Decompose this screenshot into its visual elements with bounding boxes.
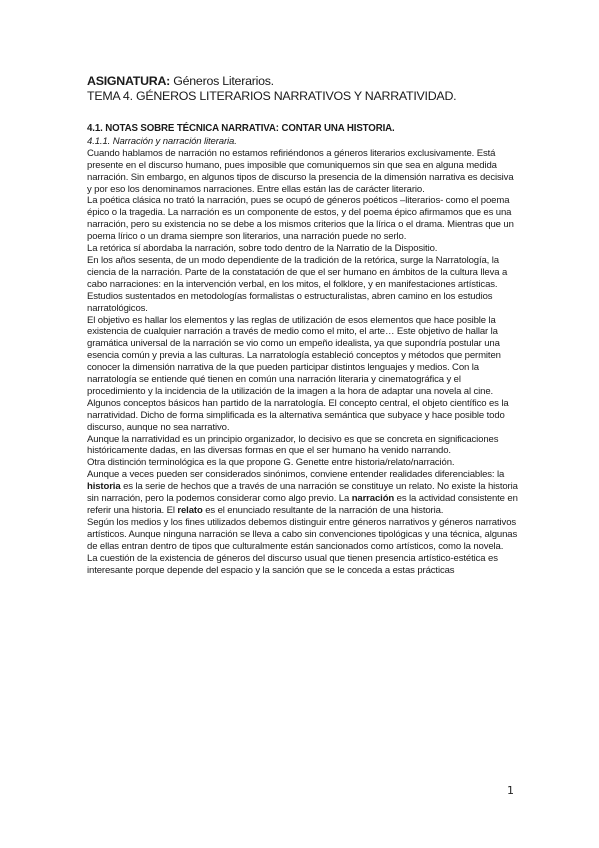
section-title: 4.1. NOTAS SOBRE TÉCNICA NARRATIVA: CONTAR UNA HISTORIA. [87, 123, 395, 134]
subject-value: Géneros Literarios. [170, 74, 274, 88]
term-relato: relato [177, 505, 203, 516]
paragraph: La poética clásica no trató la narración, pues se ocupó de géneros poéticos –literarios- como el poema épico o la tragedia. La narración es un componente de estos, y del poema épico afirmamos que es una narración, pero su existencia no se debe a los mismos criterios que la lírica o el drama. Mientras que un poema lírico o un drama siempre son literarios, una narración puede no serlo. [87, 195, 514, 243]
text-run: Aunque a veces pueden ser considerados sinónimos, conviene entender realidades diferenciables: la [87, 469, 505, 481]
paragraph: Otra distinción terminológica es la que propone G. Genette entre historia/relato/narración. [87, 457, 455, 469]
topic-title: TEMA 4. GÉNEROS LITERARIOS NARRATIVOS Y NARRATIVIDAD. [87, 89, 457, 103]
term-historia: historia [87, 481, 121, 493]
subject-line [87, 74, 527, 89]
term-narracion: narración [351, 493, 395, 505]
paragraph: La retórica sí abordaba la narración, sobre todo dentro de la Narratio de la Dispositio. [87, 243, 438, 255]
paragraph: Según los medios y los fines utilizados debemos distinguir entre géneros narrativos y géneros narrativos artísticos. Aunque ninguna narración se lleva a cabo sin convenciones tipológicas y una técnica, algunas de ellas entran dentro de tipos que culturalmente están sancionados como artísticos, como la novela. [87, 516, 518, 552]
paragraph: El objetivo es hallar los elementos y las reglas de utilización de esos elementos que hace posible la existencia de cualquier narración a través de medio como el mito, el arte… Este objetivo de hallar la gramática universal de la narración se vio como un empeño idealista, ya que supondría postular una esencia común y previa a las culturas. La narratología estableció conceptos y métodos que permiten conocer la dimensión narrativa de la que pueden participar distintos lenguajes y medios. Con la narratología se entiende qué tienen en común una narración literaria y cinematográfica y el procedimiento y la incidencia de la utilización de la imagen a la hora de adaptar una novela al cine. [87, 314, 501, 397]
paragraph-definitions [87, 469, 519, 517]
subject-label: ASIGNATURA: [87, 74, 171, 88]
paragraph: Aunque la narratividad es un principio organizador, lo decisivo es que se concreta en significaciones históricamente dadas, en las diversas formas en que el ser humano ha venido narrando. [87, 433, 499, 457]
paragraph: La cuestión de la existencia de géneros del discurso usual que tienen presencia artístico-estética es interesante porque depende del espacio y la sanción que se le conceda a estas prácticas [87, 552, 498, 576]
document-header [87, 74, 527, 104]
document-body [87, 123, 519, 576]
paragraph: Cuando hablamos de narración no estamos refiriéndonos a géneros literarios exclusivamente. Está presente en el discurso humano, pues imposible que comuniquemos sin que sea en alguna medida narración. Sin embargo, en algunos tipos de discurso la presencia de la dimensión narrativa es decisiva y por eso los denominamos narraciones. Entre ellas están las de carácter literario. [87, 147, 514, 195]
paragraph: Algunos conceptos básicos han partido de la narratología. El concepto central, el objeto científico es la narratividad. Dicho de forma simplificada es la alternativa semántica que subyace y hace posible todo discurso, aunque no sea narrativo. [87, 397, 509, 433]
text-run: es la actividad consistente en referir una historia. El [87, 493, 518, 516]
paragraph: En los años sesenta, de un modo dependiente de la tradición de la retórica, surge la Narratología, la ciencia de la narración. Parte de la constatación de que el ser humano en ámbitos de la cultura lleva a cabo narraciones: en la intervención verbal, en los mitos, el folklore, y en manifestaciones artísticas. Estudios sustentados en metodologías formalistas o estructuralistas, abren camino en los estudios narratológicos. [87, 254, 508, 314]
text-run: es el enunciado resultante de la narración de una historia. [202, 505, 444, 516]
page-number: 1 [507, 784, 514, 797]
text-run: es la serie de hechos que a través de una narración se constituye un relato. No existe la historia sin narración, pero la podemos considerar como algo previo. La [87, 481, 518, 505]
subsection-title: 4.1.1. Narración y narración literaria. [87, 135, 237, 147]
